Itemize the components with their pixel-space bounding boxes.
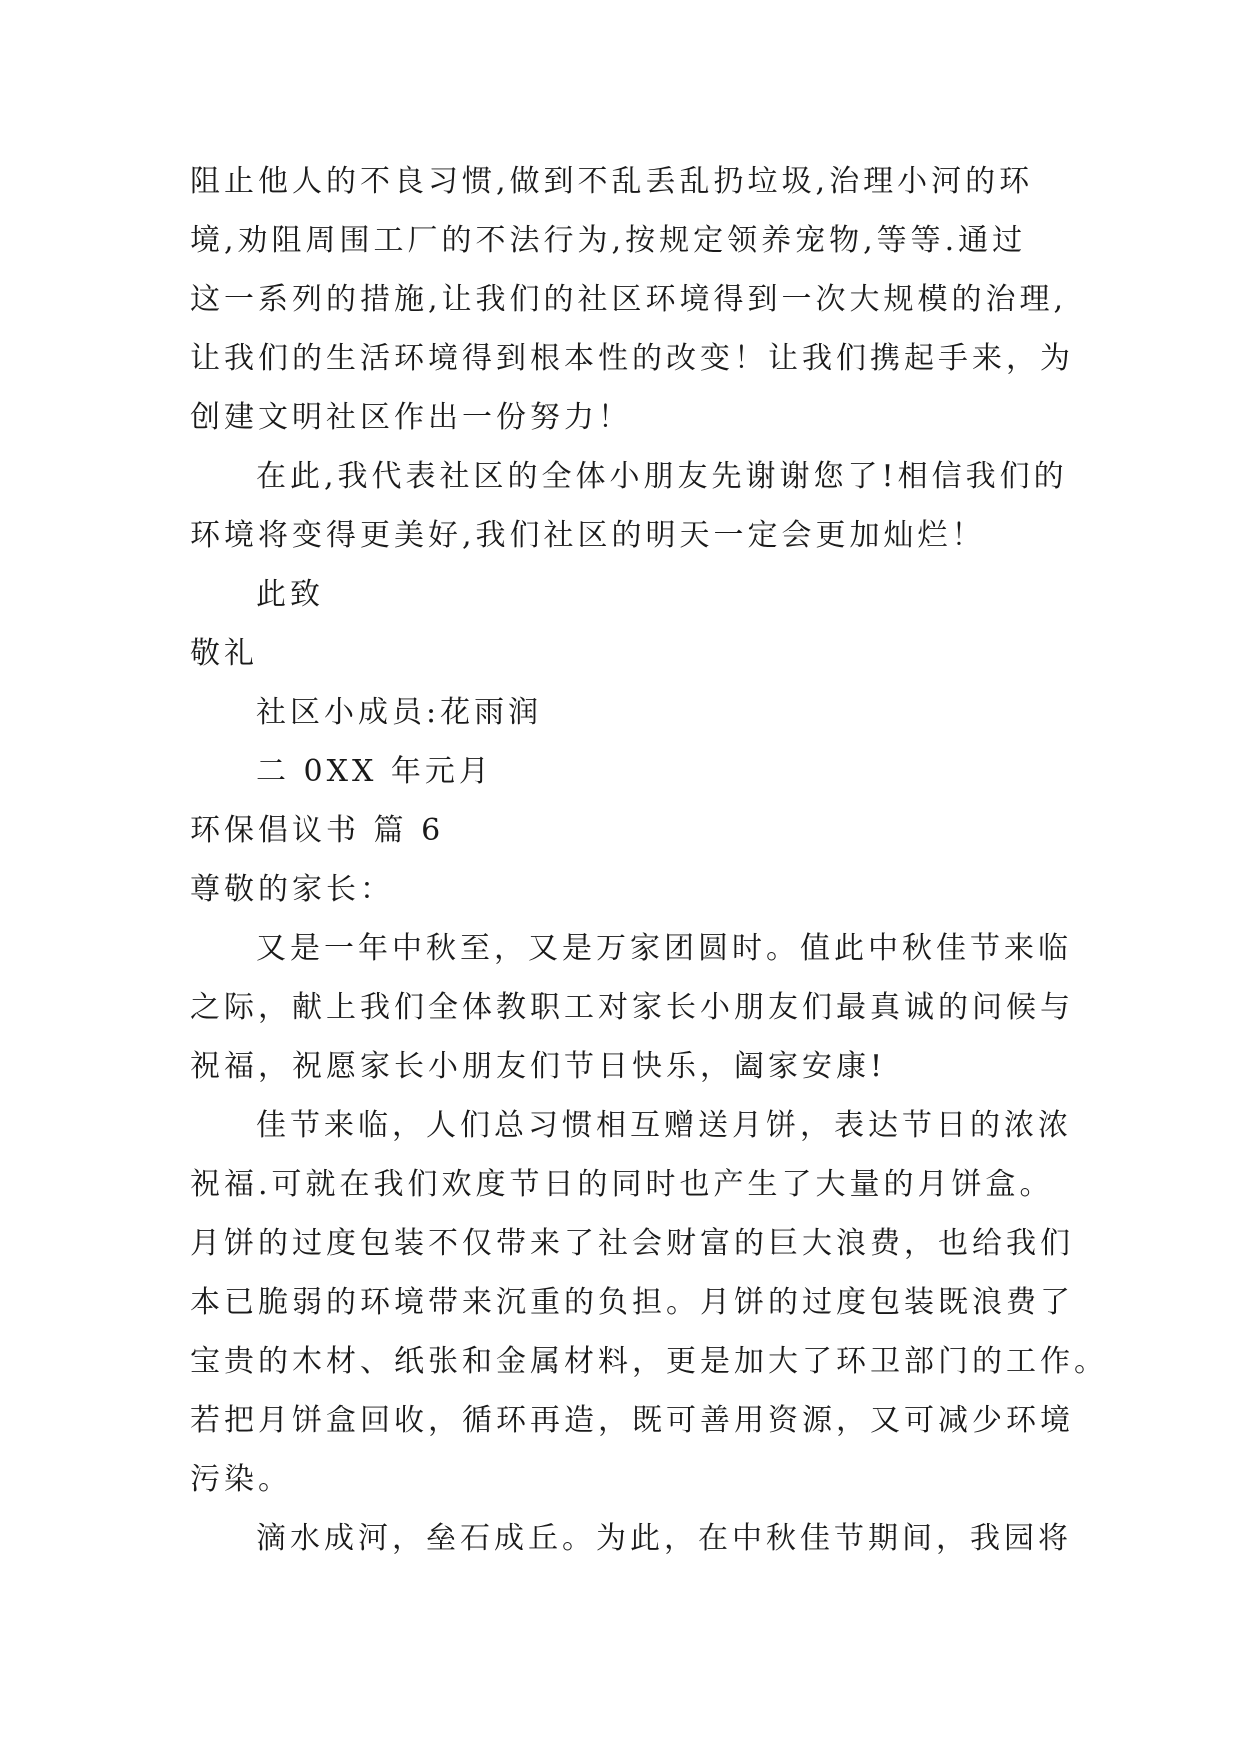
document-body — [190, 152, 1108, 1568]
text-line: 环境将变得更美好,我们社区的明天一定会更加灿烂！ — [190, 518, 986, 553]
text-line: 月饼的过度包装不仅带来了社会财富的巨大浪费，也给我们 — [190, 1226, 1074, 1261]
closing-respect: 敬礼 — [190, 636, 258, 671]
section-heading: 环保倡议书 篇 6 — [190, 813, 445, 848]
text-line: 阻止他人的不良习惯,做到不乱丢乱扔垃圾,治理小河的环 — [190, 164, 1034, 199]
date-line: 二 0XX 年元月 — [256, 754, 493, 789]
text-line: 让我们的生活环境得到根本性的改变！让我们携起手来，为 — [190, 341, 1074, 376]
text-line: 祝福，祝愿家长小朋友们节日快乐，阖家安康! — [190, 1049, 887, 1084]
paragraph-start-line: 佳节来临，人们总习惯相互赠送月饼，表达节日的浓浓 — [256, 1108, 1072, 1143]
text-line: 创建文明社区作出一份努力！ — [190, 400, 632, 435]
paragraph-start-line: 在此,我代表社区的全体小朋友先谢谢您了!相信我们的 — [256, 459, 1068, 494]
paragraph-start-line: 滴水成河，垒石成丘。为此，在中秋佳节期间，我园将 — [256, 1521, 1072, 1556]
text-line: 这一系列的措施,让我们的社区环境得到一次大规模的治理, — [190, 282, 1068, 317]
greeting-line: 尊敬的家长： — [190, 872, 394, 907]
text-line: 若把月饼盒回收，循环再造，既可善用资源，又可减少环境 — [190, 1403, 1074, 1438]
text-line: 宝贵的木材、纸张和金属材料，更是加大了环卫部门的工作。 — [190, 1344, 1108, 1379]
text-line: 之际，献上我们全体教职工对家长小朋友们最真诚的问候与 — [190, 990, 1074, 1025]
text-line: 本已脆弱的环境带来沉重的负担。月饼的过度包装既浪费了 — [190, 1285, 1074, 1320]
text-line: 污染。 — [190, 1462, 292, 1497]
signature-line: 社区小成员:花雨润 — [256, 695, 543, 730]
text-line: 境,劝阻周围工厂的不法行为,按规定领养宠物,等等.通过 — [190, 223, 1027, 258]
closing-salutation: 此致 — [256, 577, 324, 612]
text-line: 祝福.可就在我们欢度节日的同时也产生了大量的月饼盒。 — [190, 1167, 1054, 1202]
paragraph-start-line: 又是一年中秋至，又是万家团圆时。值此中秋佳节来临 — [256, 931, 1072, 966]
